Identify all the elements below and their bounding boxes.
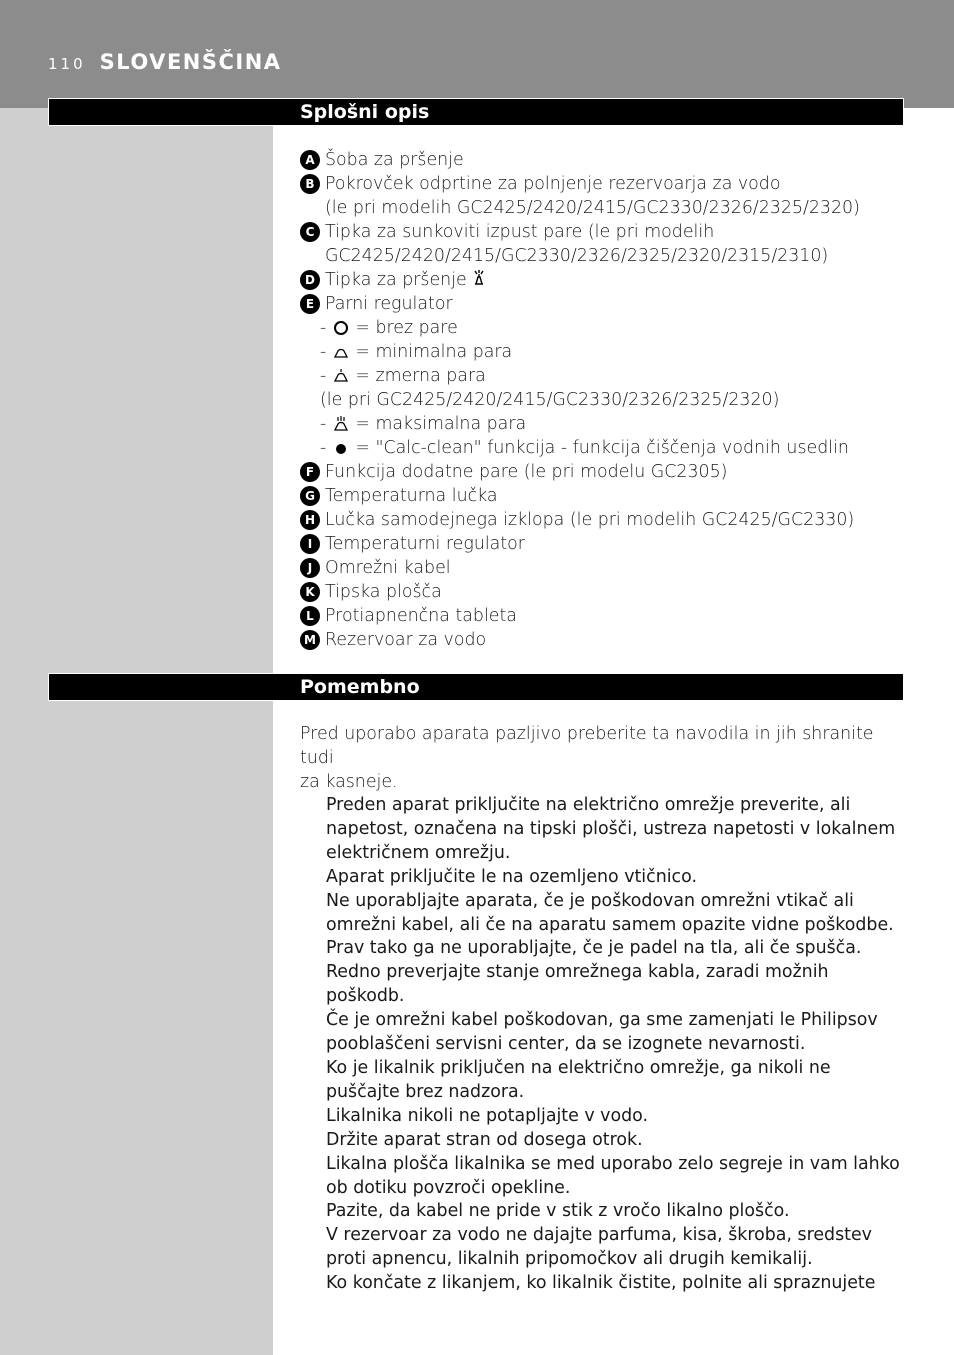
item-continuation: (le pri modelih GC2425/2420/2415/GC2330/2326/2325/2320) <box>325 198 860 218</box>
intro-line: Pred uporabo aparata pazljivo preberite ta navodila in jih shranite tudi <box>300 724 874 768</box>
warning-line: Likalnika nikoli ne potapljajte v vodo. <box>326 1105 649 1126</box>
warning-line: omrežni kabel, ali če na aparatu samem opazite vidne poškodbe. <box>326 914 894 935</box>
letter-badge: D <box>300 270 320 290</box>
warning-line: Če je omrežni kabel poškodovan, ga sme zamenjati le Philipsov <box>326 1010 878 1031</box>
warning-line: Držite aparat stran od dosega otrok. <box>326 1129 643 1150</box>
letter-badge: E <box>300 294 320 314</box>
section-heading-bar <box>48 98 904 126</box>
regulator-setting: - = maksimalna para <box>320 414 527 434</box>
warning-line: ob dotiku povzroči opekline. <box>326 1177 571 1198</box>
list-item <box>300 220 900 244</box>
warning-line: Ne uporabljajte aparata, če je poškodovan omrežni vtikač ali <box>326 890 854 911</box>
letter-badge: F <box>300 462 320 482</box>
regulator-setting: - = "Calc-clean" funkcija - funkcija čiščenja vodnih usedlin <box>320 438 849 458</box>
warning-line: V rezervoar za vodo ne dajajte parfuma, kisa, škroba, sredstev <box>326 1225 872 1246</box>
regulator-setting: - = brez pare <box>320 318 458 338</box>
min-steam-icon <box>332 343 350 361</box>
list-item <box>300 172 900 196</box>
warning-line: Pazite, da kabel ne pride v stik z vročo likalno ploščo. <box>326 1201 790 1222</box>
item-text: Šoba za pršenje <box>325 150 464 170</box>
section-heading-bar <box>48 673 904 701</box>
list-item <box>300 148 900 172</box>
parts-list <box>300 148 900 652</box>
warning-line: električnem omrežju. <box>326 842 511 863</box>
letter-badge: M <box>300 630 320 650</box>
list-item <box>300 532 900 556</box>
item-text: Temperaturna lučka <box>325 486 498 506</box>
medium-steam-icon <box>332 367 350 385</box>
warning-line: Prav tako ga ne uporabljajte, če je padel na tla, ali če spušča. <box>326 938 862 959</box>
warning-line: Likalna plošča likalnika se med uporabo zelo segreje in vam lahko <box>326 1153 900 1174</box>
intro-paragraph <box>300 722 900 794</box>
item-text: Tipka za pršenje <box>325 270 467 290</box>
regulator-setting: - = minimalna para <box>320 342 513 362</box>
list-item <box>300 508 900 532</box>
calc-clean-dot-icon <box>332 439 350 457</box>
letter-badge: B <box>300 174 320 194</box>
left-margin-column <box>0 108 273 1355</box>
item-text: Pokrovček odprtine za polnjenje rezervoarja za vodo <box>325 174 781 194</box>
list-item <box>300 484 900 508</box>
warning-line: poškodb. <box>326 986 405 1007</box>
list-item <box>300 580 900 604</box>
warning-line: puščajte brez nadzora. <box>326 1081 525 1102</box>
letter-badge: J <box>300 558 320 578</box>
item-text: Protiapnenčna tableta <box>325 606 517 626</box>
warning-line: Aparat priključite le na ozemljeno vtičnico. <box>326 866 697 887</box>
letter-badge: L <box>300 606 320 626</box>
letter-badge: G <box>300 486 320 506</box>
letter-badge: C <box>300 222 320 242</box>
spray-icon <box>472 268 486 288</box>
letter-badge: I <box>300 534 320 554</box>
max-steam-icon <box>332 415 350 433</box>
list-item <box>300 604 900 628</box>
section-title: Splošni opis <box>300 101 430 123</box>
language-title: SLOVENŠČINA <box>99 50 282 74</box>
letter-badge: H <box>300 510 320 530</box>
item-text: Funkcija dodatne pare (le pri modelu GC2305) <box>325 462 728 482</box>
list-item <box>300 460 900 484</box>
list-item <box>300 268 900 292</box>
list-item <box>300 628 900 652</box>
list-item <box>300 292 900 316</box>
warning-line: napetost, označena na tipski plošči, ustreza napetosti v lokalnem <box>326 818 896 839</box>
warning-line: Redno preverjajte stanje omrežnega kabla, zaradi možnih <box>326 962 829 983</box>
warning-line: proti apnencu, likalnih pripomočkov ali drugih kemikalij. <box>326 1249 813 1270</box>
page-number: 110 <box>48 55 86 73</box>
item-text: Lučka samodejnega izklopa (le pri modelih GC2425/GC2330) <box>325 510 855 530</box>
item-text: Tipska plošča <box>325 582 442 602</box>
item-text: Rezervoar za vodo <box>325 630 487 650</box>
letter-badge: A <box>300 150 320 170</box>
intro-line: za kasneje. <box>300 772 398 792</box>
item-continuation: GC2425/2420/2415/GC2330/2326/2325/2320/2315/2310) <box>325 246 829 266</box>
no-steam-icon <box>332 319 350 337</box>
list-item <box>300 556 900 580</box>
warning-line: Ko je likalnik priključen na električno omrežje, ga nikoli ne <box>326 1057 831 1078</box>
item-text: Temperaturni regulator <box>325 534 525 554</box>
item-text: Parni regulator <box>325 294 453 314</box>
warnings-list <box>326 794 906 1296</box>
regulator-setting: - = zmerna para <box>320 366 486 386</box>
page-header <box>48 50 282 74</box>
section-title: Pomembno <box>300 676 420 698</box>
item-text: Omrežni kabel <box>325 558 451 578</box>
warning-line: Ko končate z likanjem, ko likalnik čistite, polnite ali spraznujete <box>326 1273 876 1294</box>
warning-line: pooblaščeni servisni center, da se izognete nevarnosti. <box>326 1034 806 1055</box>
regulator-note: (le pri GC2425/2420/2415/GC2330/2326/2325/2320) <box>320 390 780 410</box>
warning-line: Preden aparat priključite na električno omrežje preverite, ali <box>326 795 851 815</box>
letter-badge: K <box>300 582 320 602</box>
item-text: Tipka za sunkoviti izpust pare (le pri modelih <box>325 222 715 242</box>
